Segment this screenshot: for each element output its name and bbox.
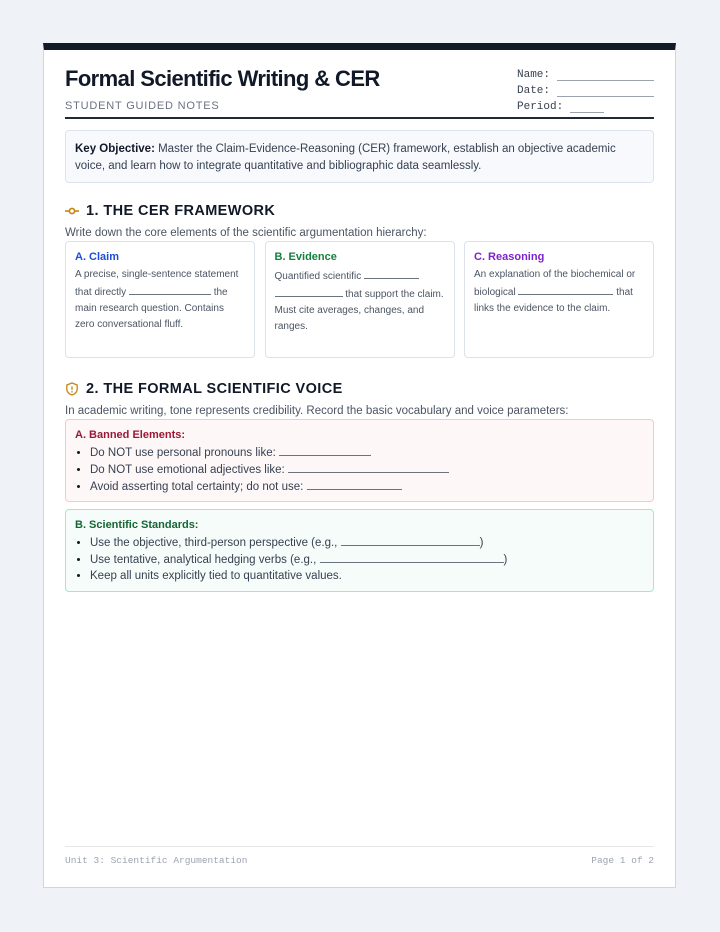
- evidence-card-text: [275, 267, 445, 335]
- list-item: [90, 444, 644, 461]
- evidence-blank-2[interactable]: [275, 285, 343, 297]
- banned-item-text: Do NOT use personal pronouns like:: [90, 447, 279, 459]
- objective-text: Master the Claim-Evidence-Reasoning (CER) framework, establish an objective academic voice, and learn how to integrate quantitative and bibliographic data seamlessly.: [75, 143, 616, 172]
- list-item: [90, 568, 644, 584]
- list-item: [90, 534, 644, 551]
- footer-unit: Unit 3: Scientific Argumentation: [65, 855, 248, 866]
- claim-text-before: A precise, single-sentence statement that directly: [75, 269, 239, 298]
- closing-paren: ): [503, 554, 508, 566]
- claim-card: [65, 241, 255, 358]
- worksheet-page: [43, 43, 676, 888]
- objective-label: Key Objective:: [75, 143, 155, 155]
- commit-icon: [65, 204, 79, 218]
- period-label: Period:: [517, 101, 564, 113]
- banned-elements-title: A. Banned Elements:: [75, 429, 186, 441]
- evidence-text-after: that support the claim. Must cite averages, changes, and ranges.: [274, 289, 444, 332]
- date-label: Date:: [517, 85, 551, 97]
- name-field[interactable]: [517, 65, 654, 81]
- period-field[interactable]: [517, 97, 654, 113]
- adjectives-blank[interactable]: [288, 461, 449, 473]
- section-1-description: Write down the core elements of the scientific argumentation hierarchy:: [65, 227, 427, 239]
- perspective-blank[interactable]: [341, 534, 480, 546]
- list-item: [90, 551, 644, 568]
- reasoning-text-after: that links the evidence to the claim.: [474, 287, 633, 314]
- standards-item-text: Keep all units explicitly tied to quantitative values.: [90, 570, 342, 582]
- cer-cards: [65, 241, 654, 358]
- section-2-heading: [65, 381, 343, 397]
- standards-item-text: Use the objective, third-person perspective (e.g.,: [90, 537, 341, 549]
- claim-card-title: A. Claim: [75, 251, 120, 263]
- section-2-title: 2. THE FORMAL SCIENTIFIC VOICE: [86, 381, 343, 397]
- shield-alert-icon: [65, 382, 79, 396]
- page-footer: [65, 855, 654, 866]
- scientific-standards-title: B. Scientific Standards:: [75, 519, 199, 531]
- claim-blank[interactable]: [129, 283, 211, 295]
- banned-item-text: Avoid asserting total certainty; do not use:: [90, 481, 307, 493]
- reasoning-blank[interactable]: [518, 283, 613, 295]
- footer-divider: [65, 846, 654, 847]
- period-line[interactable]: [570, 102, 604, 113]
- header-divider: [65, 117, 654, 119]
- date-field[interactable]: [517, 81, 654, 97]
- student-info-fields: [517, 65, 654, 113]
- claim-card-text: [75, 267, 245, 333]
- scientific-standards-box: [65, 509, 654, 592]
- name-line[interactable]: [557, 70, 654, 81]
- certainty-blank[interactable]: [307, 478, 402, 490]
- date-line[interactable]: [557, 86, 654, 97]
- claim-text-after: the main research question. Contains zero conversational fluff.: [75, 287, 228, 330]
- scientific-standards-list: [75, 534, 644, 584]
- reasoning-card-text: [474, 267, 644, 317]
- closing-paren: ): [479, 537, 484, 549]
- banned-item-text: Do NOT use emotional adjectives like:: [90, 464, 288, 476]
- reasoning-card-title: C. Reasoning: [474, 251, 545, 263]
- key-objective-box: [65, 130, 654, 183]
- evidence-card: [265, 241, 455, 358]
- list-item: [90, 478, 644, 495]
- evidence-blank-1[interactable]: [364, 267, 419, 279]
- evidence-text-before: Quantified scientific: [274, 271, 364, 282]
- page-title: Formal Scientific Writing & CER: [65, 66, 380, 91]
- list-item: [90, 461, 644, 478]
- section-1-title: 1. THE CER FRAMEWORK: [86, 203, 276, 219]
- name-label: Name:: [517, 69, 551, 81]
- evidence-card-title: B. Evidence: [274, 251, 337, 263]
- pronouns-blank[interactable]: [279, 444, 371, 456]
- banned-elements-box: [65, 419, 654, 502]
- page-subtitle: STUDENT GUIDED NOTES: [65, 100, 220, 112]
- reasoning-text-before: An explanation of the biochemical or biological: [474, 269, 636, 298]
- section-2-description: In academic writing, tone represents credibility. Record the basic vocabulary and voice parameters:: [65, 405, 569, 417]
- footer-page-number: Page 1 of 2: [591, 855, 654, 866]
- banned-elements-list: [75, 444, 644, 495]
- standards-item-text: Use tentative, analytical hedging verbs (e.g.,: [90, 554, 320, 566]
- reasoning-card: [464, 241, 654, 358]
- section-1-heading: [65, 203, 275, 219]
- hedging-blank[interactable]: [320, 551, 504, 563]
